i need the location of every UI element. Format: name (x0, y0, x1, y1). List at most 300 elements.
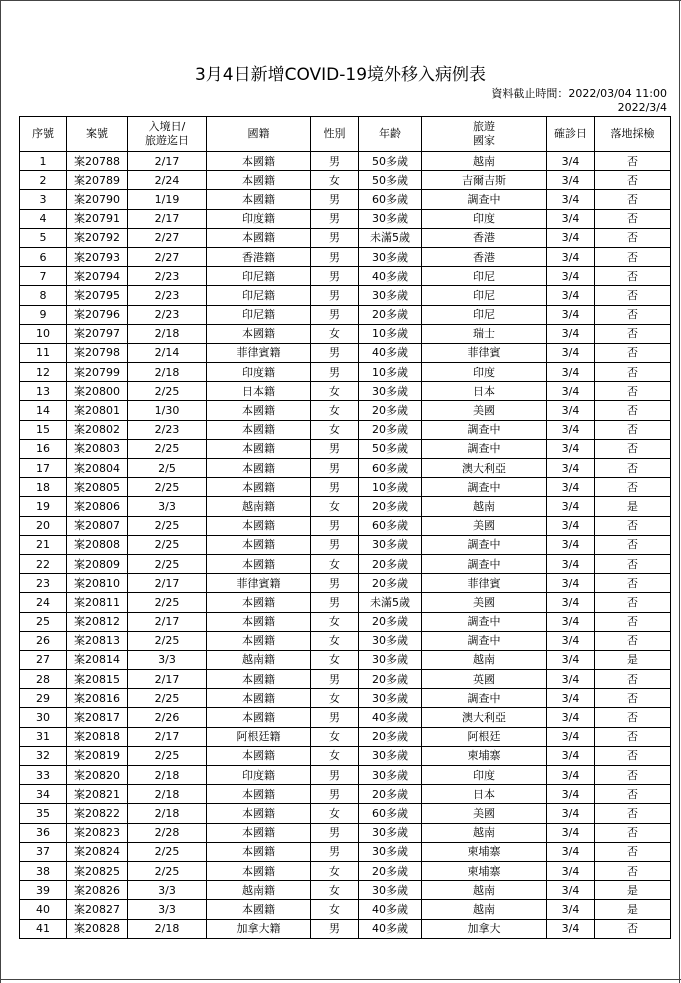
cell-nationality: 本國籍 (207, 823, 311, 842)
cell-travel-country: 美國 (422, 516, 547, 535)
table-row (20, 554, 671, 573)
cell-case-number: 案20828 (67, 919, 128, 938)
cell-diagnosis-date: 3/4 (547, 324, 595, 343)
cell-diagnosis-date: 3/4 (547, 785, 595, 804)
cell-serial: 24 (20, 593, 67, 612)
table-row (20, 612, 671, 631)
cell-age: 30多歲 (359, 535, 422, 554)
cell-sex: 女 (311, 324, 359, 343)
cell-nationality: 本國籍 (207, 478, 311, 497)
cell-serial: 1 (20, 152, 67, 171)
cell-arrival-test: 否 (595, 842, 671, 861)
cell-sex: 男 (311, 190, 359, 209)
cell-travel-country: 越南 (422, 823, 547, 842)
cell-entry-date: 2/18 (128, 363, 207, 382)
cell-diagnosis-date: 3/4 (547, 171, 595, 190)
header-line: 國家 (473, 134, 495, 147)
cell-arrival-test: 否 (595, 324, 671, 343)
cell-travel-country: 印度 (422, 209, 547, 228)
cell-nationality: 本國籍 (207, 401, 311, 420)
cell-entry-date: 2/17 (128, 670, 207, 689)
cell-serial: 6 (20, 247, 67, 266)
cell-age: 20多歲 (359, 497, 422, 516)
cell-sex: 男 (311, 439, 359, 458)
cell-sex: 女 (311, 631, 359, 650)
cell-sex: 女 (311, 554, 359, 573)
cell-age: 30多歲 (359, 689, 422, 708)
table-row (20, 305, 671, 324)
cell-case-number: 案20800 (67, 382, 128, 401)
cell-diagnosis-date: 3/4 (547, 900, 595, 919)
cell-nationality: 越南籍 (207, 881, 311, 900)
cell-diagnosis-date: 3/4 (547, 401, 595, 420)
page-border-top (0, 0, 681, 1)
cell-diagnosis-date: 3/4 (547, 363, 595, 382)
cell-travel-country: 澳大利亞 (422, 708, 547, 727)
cell-diagnosis-date: 3/4 (547, 823, 595, 842)
cell-case-number: 案20789 (67, 171, 128, 190)
cell-diagnosis-date: 3/4 (547, 593, 595, 612)
cell-arrival-test: 否 (595, 708, 671, 727)
cell-nationality: 本國籍 (207, 516, 311, 535)
cell-nationality: 本國籍 (207, 785, 311, 804)
cell-arrival-test: 否 (595, 746, 671, 765)
cell-serial: 34 (20, 785, 67, 804)
cell-sex: 女 (311, 382, 359, 401)
table-row (20, 459, 671, 478)
cell-serial: 12 (20, 363, 67, 382)
cell-entry-date: 2/23 (128, 420, 207, 439)
cell-travel-country: 印尼 (422, 267, 547, 286)
cell-sex: 女 (311, 401, 359, 420)
cell-entry-date: 2/25 (128, 554, 207, 573)
cell-arrival-test: 否 (595, 171, 671, 190)
cell-entry-date: 3/3 (128, 497, 207, 516)
cell-travel-country: 調查中 (422, 535, 547, 554)
cell-age: 30多歲 (359, 247, 422, 266)
table-row (20, 574, 671, 593)
cell-nationality: 印尼籍 (207, 267, 311, 286)
cell-arrival-test: 否 (595, 247, 671, 266)
cell-arrival-test: 否 (595, 459, 671, 478)
cell-case-number: 案20797 (67, 324, 128, 343)
cell-diagnosis-date: 3/4 (547, 497, 595, 516)
cell-entry-date: 2/18 (128, 804, 207, 823)
cell-age: 30多歲 (359, 746, 422, 765)
cell-sex: 男 (311, 343, 359, 362)
cell-travel-country: 越南 (422, 497, 547, 516)
cell-serial: 15 (20, 420, 67, 439)
cell-nationality: 本國籍 (207, 439, 311, 458)
cell-arrival-test: 否 (595, 439, 671, 458)
cell-travel-country: 越南 (422, 881, 547, 900)
cell-case-number: 案20815 (67, 670, 128, 689)
cell-serial: 29 (20, 689, 67, 708)
cell-serial: 18 (20, 478, 67, 497)
table-row (20, 324, 671, 343)
cell-entry-date: 2/18 (128, 324, 207, 343)
cell-serial: 8 (20, 286, 67, 305)
cell-serial: 31 (20, 727, 67, 746)
cell-arrival-test: 否 (595, 689, 671, 708)
cell-diagnosis-date: 3/4 (547, 516, 595, 535)
table-row (20, 190, 671, 209)
table-row (20, 727, 671, 746)
cell-serial: 17 (20, 459, 67, 478)
header-line: 確診日 (554, 127, 587, 140)
cell-sex: 男 (311, 842, 359, 861)
cell-sex: 男 (311, 670, 359, 689)
cell-serial: 25 (20, 612, 67, 631)
cell-travel-country: 調查中 (422, 631, 547, 650)
cell-case-number: 案20824 (67, 842, 128, 861)
cell-travel-country: 印尼 (422, 286, 547, 305)
table-row (20, 842, 671, 861)
page-title: 3月4日新增COVID-19境外移入病例表 (194, 65, 487, 85)
cell-serial: 7 (20, 267, 67, 286)
cell-travel-country: 加拿大 (422, 919, 547, 938)
cell-age: 50多歲 (359, 152, 422, 171)
cell-case-number: 案20790 (67, 190, 128, 209)
cell-sex: 男 (311, 535, 359, 554)
table-row (20, 861, 671, 880)
cell-case-number: 案20811 (67, 593, 128, 612)
cell-arrival-test: 否 (595, 766, 671, 785)
cell-entry-date: 3/3 (128, 881, 207, 900)
cell-serial: 39 (20, 881, 67, 900)
cell-diagnosis-date: 3/4 (547, 439, 595, 458)
cell-diagnosis-date: 3/4 (547, 420, 595, 439)
cell-travel-country: 日本 (422, 382, 547, 401)
table-row (20, 670, 671, 689)
cell-case-number: 案20820 (67, 766, 128, 785)
cell-travel-country: 越南 (422, 650, 547, 669)
cell-arrival-test: 是 (595, 497, 671, 516)
header-line: 序號 (32, 127, 54, 140)
cell-entry-date: 2/14 (128, 343, 207, 362)
cell-arrival-test: 否 (595, 420, 671, 439)
cell-sex: 女 (311, 650, 359, 669)
cell-nationality: 本國籍 (207, 420, 311, 439)
cell-nationality: 印尼籍 (207, 286, 311, 305)
cell-serial: 41 (20, 919, 67, 938)
cell-nationality: 印度籍 (207, 363, 311, 382)
cell-sex: 男 (311, 267, 359, 286)
cell-diagnosis-date: 3/4 (547, 727, 595, 746)
cell-entry-date: 2/23 (128, 267, 207, 286)
cell-case-number: 案20806 (67, 497, 128, 516)
cell-entry-date: 2/24 (128, 171, 207, 190)
cell-age: 30多歲 (359, 286, 422, 305)
cell-travel-country: 美國 (422, 401, 547, 420)
cell-nationality: 阿根廷籍 (207, 727, 311, 746)
cell-travel-country: 調查中 (422, 689, 547, 708)
header-line: 入境日/ (148, 120, 186, 133)
header-case-number (67, 117, 128, 152)
table-row (20, 593, 671, 612)
cell-entry-date: 2/25 (128, 861, 207, 880)
cell-nationality: 本國籍 (207, 593, 311, 612)
table-row (20, 171, 671, 190)
cell-case-number: 案20804 (67, 459, 128, 478)
cell-sex: 男 (311, 708, 359, 727)
cell-diagnosis-date: 3/4 (547, 535, 595, 554)
cell-age: 20多歲 (359, 612, 422, 631)
cell-diagnosis-date: 3/4 (547, 670, 595, 689)
cell-diagnosis-date: 3/4 (547, 746, 595, 765)
cell-entry-date: 2/25 (128, 631, 207, 650)
cell-sex: 男 (311, 286, 359, 305)
header-line: 年齡 (379, 127, 401, 140)
cell-entry-date: 2/17 (128, 209, 207, 228)
header-nationality (207, 117, 311, 152)
table-row (20, 382, 671, 401)
cell-nationality: 本國籍 (207, 842, 311, 861)
cell-age: 20多歲 (359, 574, 422, 593)
cell-entry-date: 2/25 (128, 535, 207, 554)
cell-nationality: 本國籍 (207, 861, 311, 880)
cell-sex: 男 (311, 766, 359, 785)
cell-travel-country: 柬埔寨 (422, 842, 547, 861)
cell-diagnosis-date: 3/4 (547, 861, 595, 880)
cell-case-number: 案20808 (67, 535, 128, 554)
cell-nationality: 本國籍 (207, 900, 311, 919)
cell-sex: 女 (311, 804, 359, 823)
cell-entry-date: 2/5 (128, 459, 207, 478)
cell-arrival-test: 否 (595, 919, 671, 938)
cell-sex: 女 (311, 727, 359, 746)
header-arrival-test (595, 117, 671, 152)
cell-entry-date: 2/26 (128, 708, 207, 727)
cell-age: 30多歲 (359, 842, 422, 861)
cell-diagnosis-date: 3/4 (547, 190, 595, 209)
report-date: 2022/3/4 (617, 101, 667, 114)
header-line: 國籍 (247, 127, 270, 140)
cell-entry-date: 2/23 (128, 286, 207, 305)
cell-arrival-test: 否 (595, 305, 671, 324)
cell-case-number: 案20819 (67, 746, 128, 765)
table-row (20, 228, 671, 247)
table-body (20, 152, 671, 939)
cell-arrival-test: 是 (595, 900, 671, 919)
table-row (20, 209, 671, 228)
cell-serial: 10 (20, 324, 67, 343)
cell-nationality: 本國籍 (207, 324, 311, 343)
cell-arrival-test: 否 (595, 574, 671, 593)
table-row (20, 650, 671, 669)
header-sex (311, 117, 359, 152)
table-row (20, 746, 671, 765)
cell-travel-country: 柬埔寨 (422, 746, 547, 765)
cell-diagnosis-date: 3/4 (547, 343, 595, 362)
cell-serial: 30 (20, 708, 67, 727)
cell-arrival-test: 否 (595, 554, 671, 573)
cell-arrival-test: 否 (595, 343, 671, 362)
cell-serial: 5 (20, 228, 67, 247)
cell-travel-country: 調查中 (422, 612, 547, 631)
cell-nationality: 菲律賓籍 (207, 574, 311, 593)
cell-age: 30多歲 (359, 881, 422, 900)
cell-case-number: 案20809 (67, 554, 128, 573)
table-row (20, 900, 671, 919)
cell-nationality: 越南籍 (207, 650, 311, 669)
cell-serial: 36 (20, 823, 67, 842)
header-diagnosis-date (547, 117, 595, 152)
cell-arrival-test: 否 (595, 286, 671, 305)
cell-sex: 女 (311, 420, 359, 439)
page-border-bottom (0, 979, 681, 980)
cell-age: 30多歲 (359, 209, 422, 228)
cell-age: 40多歲 (359, 919, 422, 938)
cell-case-number: 案20812 (67, 612, 128, 631)
cell-arrival-test: 否 (595, 804, 671, 823)
table-row (20, 766, 671, 785)
cell-arrival-test: 否 (595, 785, 671, 804)
cell-travel-country: 越南 (422, 152, 547, 171)
cell-case-number: 案20818 (67, 727, 128, 746)
cell-diagnosis-date: 3/4 (547, 689, 595, 708)
table-row (20, 516, 671, 535)
page-border-left (0, 0, 1, 983)
cell-diagnosis-date: 3/4 (547, 382, 595, 401)
cell-travel-country: 印度 (422, 766, 547, 785)
cell-travel-country: 調查中 (422, 420, 547, 439)
cell-diagnosis-date: 3/4 (547, 574, 595, 593)
cell-sex: 男 (311, 593, 359, 612)
table-row (20, 343, 671, 362)
cell-sex: 男 (311, 574, 359, 593)
cell-entry-date: 2/27 (128, 228, 207, 247)
cell-arrival-test: 否 (595, 190, 671, 209)
cell-serial: 33 (20, 766, 67, 785)
header-line: 旅遊 (473, 120, 495, 133)
cell-age: 30多歲 (359, 631, 422, 650)
cell-age: 30多歲 (359, 766, 422, 785)
cell-entry-date: 2/25 (128, 439, 207, 458)
cell-entry-date: 2/25 (128, 593, 207, 612)
cell-case-number: 案20814 (67, 650, 128, 669)
cell-arrival-test: 否 (595, 535, 671, 554)
cell-arrival-test: 否 (595, 593, 671, 612)
cell-entry-date: 2/17 (128, 727, 207, 746)
table-row (20, 439, 671, 458)
cell-diagnosis-date: 3/4 (547, 919, 595, 938)
cell-serial: 4 (20, 209, 67, 228)
cell-arrival-test: 否 (595, 401, 671, 420)
cell-entry-date: 2/23 (128, 305, 207, 324)
cell-case-number: 案20810 (67, 574, 128, 593)
table-row (20, 689, 671, 708)
cell-age: 50多歲 (359, 171, 422, 190)
cell-age: 20多歲 (359, 727, 422, 746)
cell-case-number: 案20801 (67, 401, 128, 420)
cell-sex: 女 (311, 881, 359, 900)
cell-sex: 男 (311, 459, 359, 478)
cell-sex: 女 (311, 171, 359, 190)
cell-serial: 37 (20, 842, 67, 861)
cell-diagnosis-date: 3/4 (547, 305, 595, 324)
table-row (20, 478, 671, 497)
cell-age: 20多歲 (359, 861, 422, 880)
cell-serial: 14 (20, 401, 67, 420)
cell-diagnosis-date: 3/4 (547, 209, 595, 228)
cell-entry-date: 2/25 (128, 382, 207, 401)
cell-nationality: 本國籍 (207, 171, 311, 190)
header-line: 旅遊迄日 (145, 134, 189, 147)
cell-diagnosis-date: 3/4 (547, 286, 595, 305)
cell-arrival-test: 是 (595, 881, 671, 900)
cell-sex: 男 (311, 305, 359, 324)
cell-case-number: 案20796 (67, 305, 128, 324)
cell-diagnosis-date: 3/4 (547, 650, 595, 669)
cell-serial: 2 (20, 171, 67, 190)
table-row (20, 420, 671, 439)
cell-serial: 23 (20, 574, 67, 593)
cell-nationality: 本國籍 (207, 190, 311, 209)
cell-travel-country: 菲律賓 (422, 574, 547, 593)
cell-entry-date: 2/17 (128, 574, 207, 593)
cell-arrival-test: 否 (595, 228, 671, 247)
cell-nationality: 本國籍 (207, 612, 311, 631)
cell-age: 20多歲 (359, 305, 422, 324)
cell-sex: 女 (311, 900, 359, 919)
cell-diagnosis-date: 3/4 (547, 842, 595, 861)
cell-sex: 女 (311, 689, 359, 708)
cell-diagnosis-date: 3/4 (547, 459, 595, 478)
cell-case-number: 案20813 (67, 631, 128, 650)
cell-arrival-test: 否 (595, 209, 671, 228)
cell-case-number: 案20816 (67, 689, 128, 708)
cell-nationality: 香港籍 (207, 247, 311, 266)
cell-age: 60多歲 (359, 804, 422, 823)
cell-sex: 男 (311, 228, 359, 247)
cell-entry-date: 2/18 (128, 785, 207, 804)
header-age (359, 117, 422, 152)
cell-case-number: 案20788 (67, 152, 128, 171)
cell-age: 10多歲 (359, 478, 422, 497)
cell-serial: 16 (20, 439, 67, 458)
cell-diagnosis-date: 3/4 (547, 766, 595, 785)
header-line: 落地採檢 (610, 127, 655, 140)
cell-travel-country: 調查中 (422, 554, 547, 573)
data-cutoff-time: 資料截止時間：2022/03/04 11:00 (491, 87, 667, 100)
cell-diagnosis-date: 3/4 (547, 478, 595, 497)
cell-sex: 女 (311, 612, 359, 631)
cell-age: 30多歲 (359, 650, 422, 669)
cell-nationality: 菲律賓籍 (207, 343, 311, 362)
cell-sex: 女 (311, 497, 359, 516)
table-row (20, 823, 671, 842)
cell-nationality: 本國籍 (207, 670, 311, 689)
cell-entry-date: 2/17 (128, 152, 207, 171)
cell-serial: 21 (20, 535, 67, 554)
cell-entry-date: 1/30 (128, 401, 207, 420)
cell-case-number: 案20826 (67, 881, 128, 900)
cell-nationality: 印度籍 (207, 766, 311, 785)
cell-age: 40多歲 (359, 267, 422, 286)
table-row (20, 631, 671, 650)
cell-diagnosis-date: 3/4 (547, 612, 595, 631)
cell-nationality: 本國籍 (207, 228, 311, 247)
cell-serial: 3 (20, 190, 67, 209)
cell-travel-country: 瑞士 (422, 324, 547, 343)
table-row (20, 785, 671, 804)
cell-diagnosis-date: 3/4 (547, 228, 595, 247)
cell-arrival-test: 否 (595, 612, 671, 631)
cell-entry-date: 3/3 (128, 900, 207, 919)
cell-case-number: 案20822 (67, 804, 128, 823)
cell-travel-country: 印度 (422, 363, 547, 382)
